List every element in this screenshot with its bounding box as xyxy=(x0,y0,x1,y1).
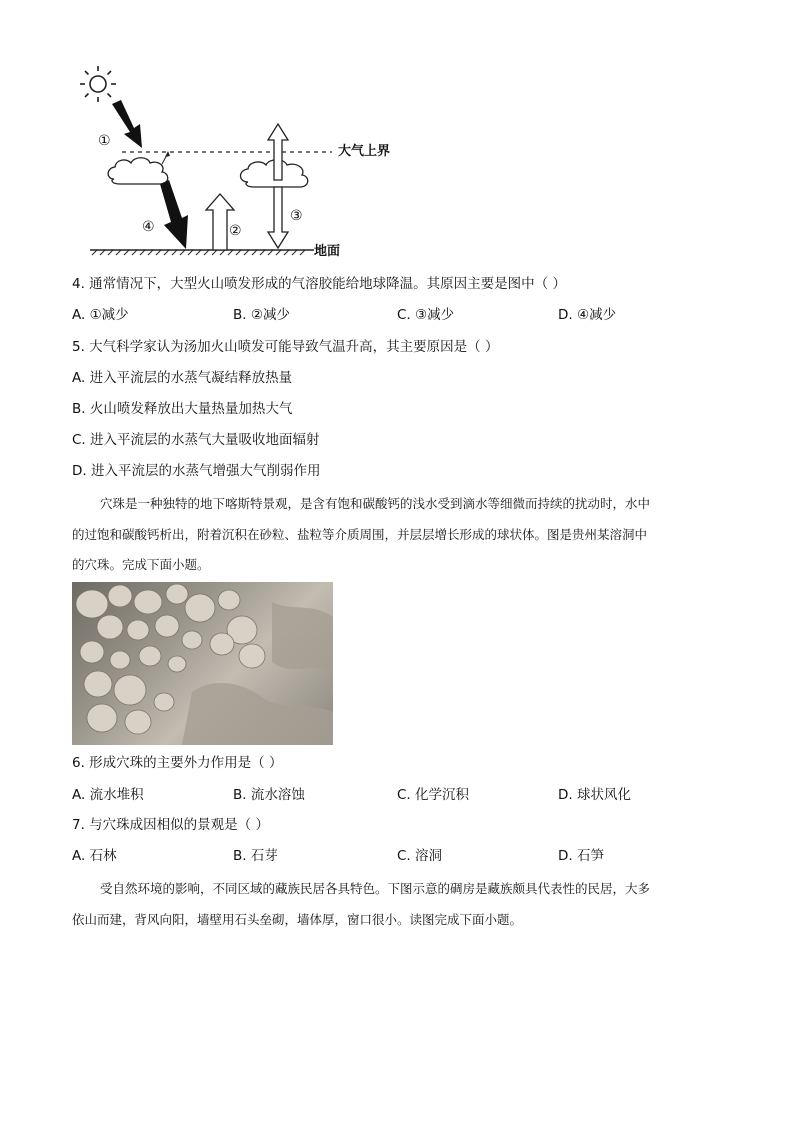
upper-boundary-label: 大气上界 xyxy=(338,144,391,159)
question-6-option-c[interactable]: C. 化学沉积 xyxy=(397,787,470,803)
question-4-stem: 4. 通常情况下，大型火山喷发形成的气溶胶能给地球降温。其原因主要是图中（ ） xyxy=(72,276,566,292)
question-6-option-a[interactable]: A. 流水堆积 xyxy=(72,787,144,803)
question-5-option-d[interactable]: D. 进入平流层的水蒸气增强大气削弱作用 xyxy=(72,463,321,479)
question-7-option-b[interactable]: B. 石芽 xyxy=(233,848,278,864)
sun-icon xyxy=(80,66,116,102)
arrow-3-down xyxy=(268,187,288,248)
question-4-option-b[interactable]: B. ②减少 xyxy=(233,307,290,323)
passage-2-line-2: 依山而建，背风向阳，墙壁用石头垒砌，墙体厚，窗口很小。读图完成下面小题。 xyxy=(72,912,523,927)
passage-1-line-1: 穴珠是一种独特的地下喀斯特景观，是含有饱和碳酸钙的浅水受到滴水等细微而持续的扰动时，水中 xyxy=(100,496,651,511)
question-5-option-b[interactable]: B. 火山喷发释放出大量热量加热大气 xyxy=(72,401,293,417)
cloud-left xyxy=(108,158,168,184)
passage-2-line-1: 受自然环境的影响，不同区域的藏族民居各具特色。下图示意的碉房是藏族颇具代表性的民居，大多 xyxy=(100,881,651,896)
passage-1-line-2: 的过饱和碳酸钙析出，附着沉积在砂粒、盐粒等介质周围，并层层增长形成的球状体。图是贵州某溶洞中 xyxy=(72,527,648,542)
question-5-option-c[interactable]: C. 进入平流层的水蒸气大量吸收地面辐射 xyxy=(72,432,320,448)
ground-label: 地面 xyxy=(314,244,341,259)
question-4-option-d[interactable]: D. ④减少 xyxy=(558,307,617,323)
cave-pearls-photo xyxy=(72,582,333,745)
question-7-option-a[interactable]: A. 石林 xyxy=(72,848,117,864)
arrow-counter-radiation xyxy=(160,180,188,249)
question-6-option-b[interactable]: B. 流水溶蚀 xyxy=(233,787,305,803)
arrow-solar-radiation xyxy=(112,100,142,148)
diagram-label-3: ③ xyxy=(290,208,303,224)
question-7-stem: 7. 与穴珠成因相似的景观是（ ） xyxy=(72,817,269,833)
diagram-label-4: ④ xyxy=(142,219,155,235)
question-4-option-a[interactable]: A. ①减少 xyxy=(72,307,129,323)
passage-1-line-3: 的穴珠。完成下面小题。 xyxy=(72,557,210,572)
question-4-option-c[interactable]: C. ③减少 xyxy=(397,307,455,323)
diagram-label-1: ① xyxy=(98,133,111,149)
question-7-option-c[interactable]: C. 溶洞 xyxy=(397,848,443,864)
diagram-label-2: ② xyxy=(229,223,242,239)
question-6-option-d[interactable]: D. 球状风化 xyxy=(558,787,631,803)
question-7-option-d[interactable]: D. 石笋 xyxy=(558,848,604,864)
question-5-stem: 5. 大气科学家认为汤加火山喷发可能导致气温升高，其主要原因是（ ） xyxy=(72,339,499,355)
question-6-stem: 6. 形成穴珠的主要外力作用是（ ） xyxy=(72,755,283,771)
question-5-option-a[interactable]: A. 进入平流层的水蒸气凝结释放热量 xyxy=(72,370,293,386)
